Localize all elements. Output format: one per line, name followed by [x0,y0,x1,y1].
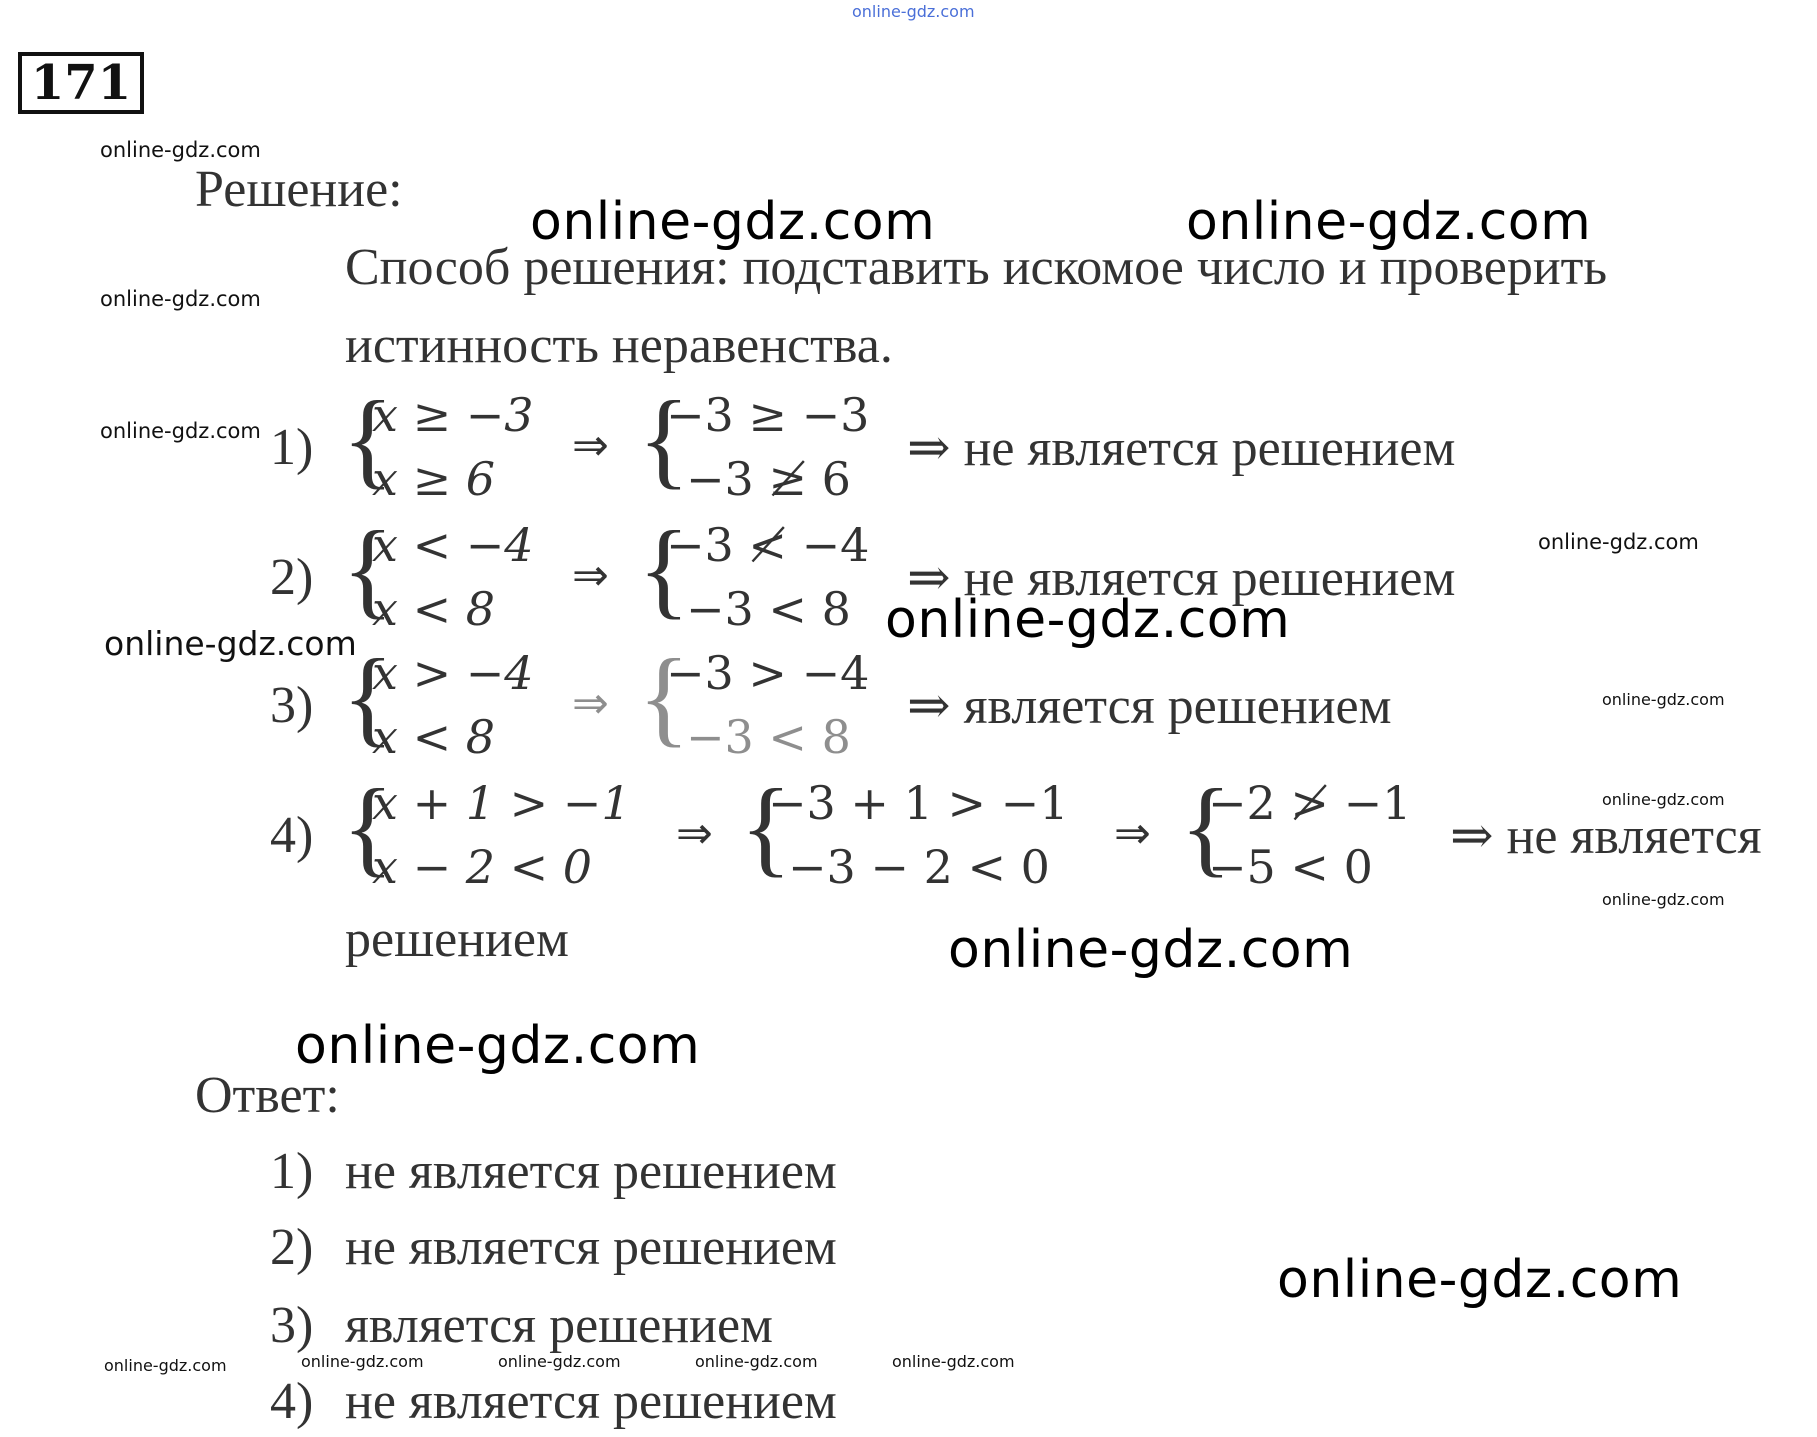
item-2-sys2-line1: −3 ≮ −4 [666,518,870,572]
item-3-sys2-line2: −3 < 8 [686,710,851,764]
watermark-tiny: online-gdz.com [695,1352,818,1371]
item-2-result: ⇒ не является решением [907,550,1456,607]
item-3-sys2-line1: −3 > −4 [666,646,870,700]
watermark-big: online-gdz.com [1186,192,1592,252]
item-3-result: ⇒ является решением [907,678,1392,735]
implies-arrow: ⇒ [676,808,713,859]
watermark-small: online-gdz.com [1538,530,1699,554]
item-3-label: 3) [270,677,314,734]
item-2-label: 2) [270,549,314,606]
item-3-sys1-line1: x > −4 [372,646,534,700]
top-watermark: online-gdz.com [852,2,975,21]
answer-2-label: 2) [270,1219,314,1276]
item-2-sys1-line1: x < −4 [372,518,534,572]
problem-number: 171 [18,52,144,114]
left-brace: { [342,768,394,887]
watermark-tiny: online-gdz.com [301,1352,424,1371]
item-4-sys1-line1: x + 1 > −1 [372,776,631,830]
implies-arrow: ⇒ [572,550,609,601]
implies-arrow: ⇒ [572,678,609,729]
answer-1-label: 1) [270,1143,314,1200]
watermark-tiny: online-gdz.com [104,1356,227,1375]
left-brace: { [1180,768,1232,887]
watermark-small: online-gdz.com [100,419,261,443]
item-4-sys3-line2: −5 < 0 [1208,840,1373,894]
watermark-big: online-gdz.com [530,192,936,252]
item-1-sys1-line1: x ≥ −3 [372,388,534,442]
item-4-result: ⇒ не является [1450,808,1762,865]
item-2-sys1-line2: x < 8 [372,582,495,636]
method-text-line1: Способ решения: подставить искомое число и проверить [345,239,1608,296]
answer-4-text: не является решением [345,1373,837,1430]
item-1-result: ⇒ не является решением [907,420,1456,477]
watermark-tiny: online-gdz.com [892,1352,1015,1371]
watermark-small: online-gdz.com [100,138,261,162]
item-4-sys2-line1: −3 + 1 > −1 [768,776,1069,830]
watermark-big: online-gdz.com [948,920,1354,980]
item-1-label: 1) [270,419,314,476]
watermark-small: online-gdz.com [100,287,261,311]
item-4-result-cont: решением [345,911,569,968]
method-text-line2: истинность неравенства. [345,317,893,374]
answer-1-text: не является решением [345,1143,837,1200]
watermark-big: online-gdz.com [295,1016,701,1076]
left-brace: { [740,768,792,887]
answer-2-text: не является решением [345,1219,837,1276]
implies-arrow: ⇒ [572,420,609,471]
item-4-sys2-line2: −3 − 2 < 0 [788,840,1050,894]
left-brace: { [342,510,394,629]
item-1-sys1-line2: x ≥ 6 [372,452,495,506]
left-brace: { [342,380,394,499]
left-brace: { [638,380,690,499]
item-4-label: 4) [270,807,314,864]
left-brace: { [638,638,690,757]
answer-3-text: является решением [345,1297,773,1354]
item-1-sys2-line2: −3 ≱ 6 [686,452,851,506]
item-3-sys1-line2: x < 8 [372,710,495,764]
answer-3-label: 3) [270,1297,314,1354]
watermark-medium: online-gdz.com [104,624,357,663]
watermark-tiny: online-gdz.com [1602,690,1725,709]
watermark-big: online-gdz.com [1277,1250,1683,1310]
item-1-sys2-line1: −3 ≥ −3 [666,388,870,442]
watermark-tiny: online-gdz.com [1602,790,1725,809]
left-brace: { [638,510,690,629]
watermark-tiny: online-gdz.com [498,1352,621,1371]
item-4-sys3-line1: −2 ≯ −1 [1208,776,1412,830]
implies-arrow: ⇒ [1114,808,1151,859]
left-brace: { [342,638,394,757]
item-4-sys1-line2: x − 2 < 0 [372,840,593,894]
answer-4-label: 4) [270,1373,314,1430]
answer-heading: Ответ: [195,1067,340,1124]
watermark-tiny: online-gdz.com [1602,890,1725,909]
item-2-sys2-line2: −3 < 8 [686,582,851,636]
solution-heading: Решение: [195,161,403,218]
watermark-big: online-gdz.com [885,590,1291,650]
